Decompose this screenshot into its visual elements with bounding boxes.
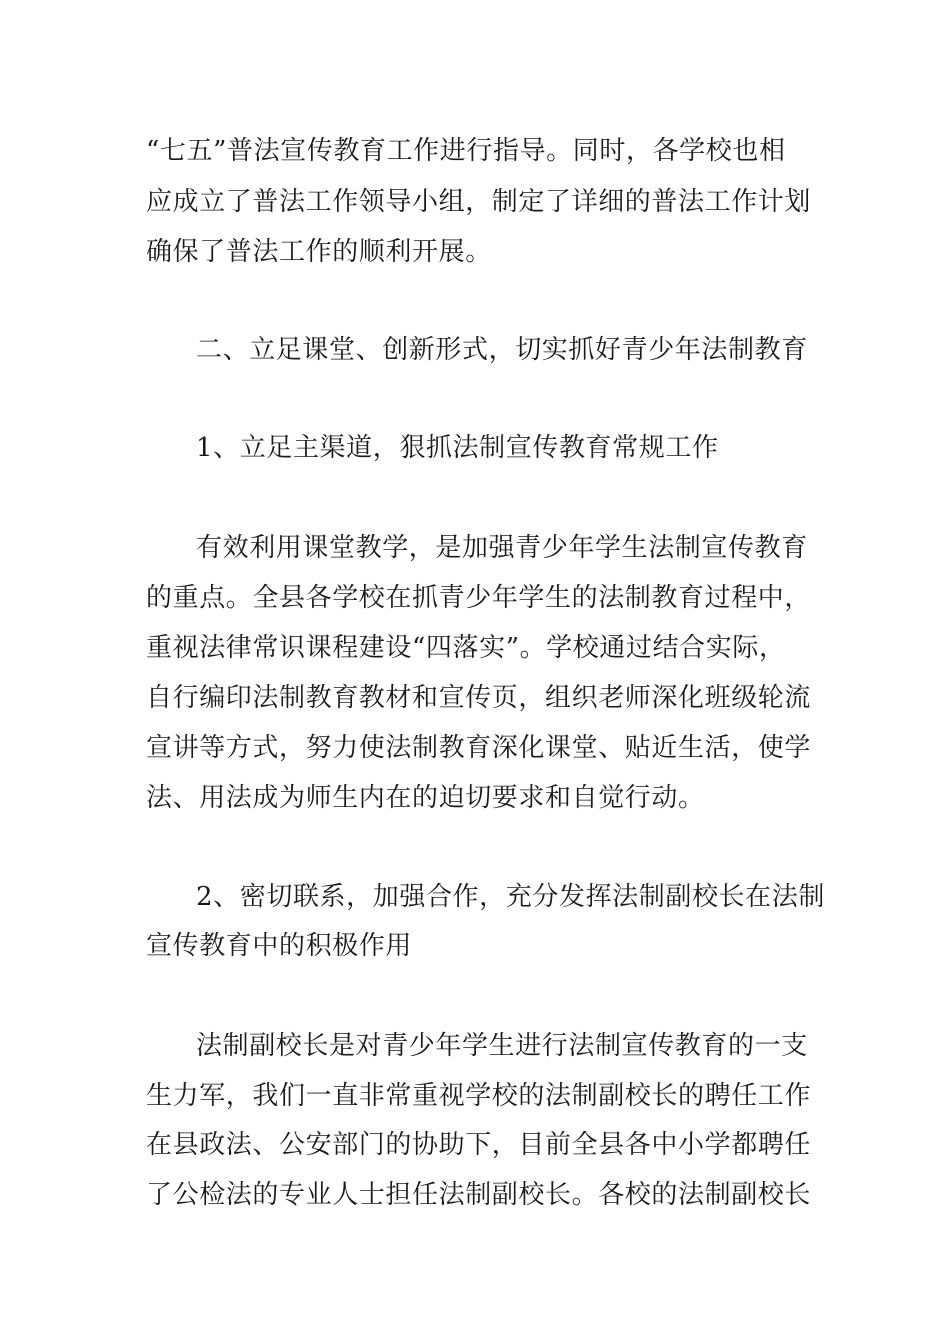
text-line: 自行编印法制教育教材和宣传页，组织老师深化班级轮流 <box>146 683 812 713</box>
text-line: 了公检法的专业人士担任法制副校长。各校的法制副校长 <box>146 1180 812 1210</box>
text-line: 的重点。全县各学校在抓青少年学生的法制教育过程中， <box>146 583 812 613</box>
text-line: 确保了普法工作的顺利开展。 <box>146 237 492 267</box>
section-heading: 二、立足课堂、创新形式，切实抓好青少年法制教育 <box>196 335 808 365</box>
text-line: 生力军，我们一直非常重视学校的法制副校长的聘任工作 <box>146 1081 812 1111</box>
text-line: 应成立了普法工作领导小组，制定了详细的普法工作计划 <box>146 187 812 217</box>
text-line: 法、用法成为师生内在的迫切要求和自觉行动。 <box>146 783 705 813</box>
text-line: 有效利用课堂教学，是加强青少年学生法制宣传教育 <box>196 533 808 563</box>
text-line: “七五”普法宣传教育工作进行指导。同时，各学校也相 <box>146 136 786 166</box>
text-line: 宣讲等方式，努力使法制教育深化课堂、贴近生活，使学 <box>146 733 812 763</box>
subsection-heading-continued: 宣传教育中的积极作用 <box>146 931 413 961</box>
subsection-heading: 1、立足主渠道，狠抓法制宣传教育常规工作 <box>196 433 719 463</box>
text-line: 在县政法、公安部门的协助下，目前全县各中小学都聘任 <box>146 1130 812 1160</box>
subsection-heading: 2、密切联系，加强合作，充分发挥法制副校长在法制 <box>196 882 825 912</box>
text-line: 重视法律常识课程建设“四落实”。学校通过结合实际， <box>146 633 786 663</box>
text-line: 法制副校长是对青少年学生进行法制宣传教育的一支 <box>196 1031 808 1061</box>
